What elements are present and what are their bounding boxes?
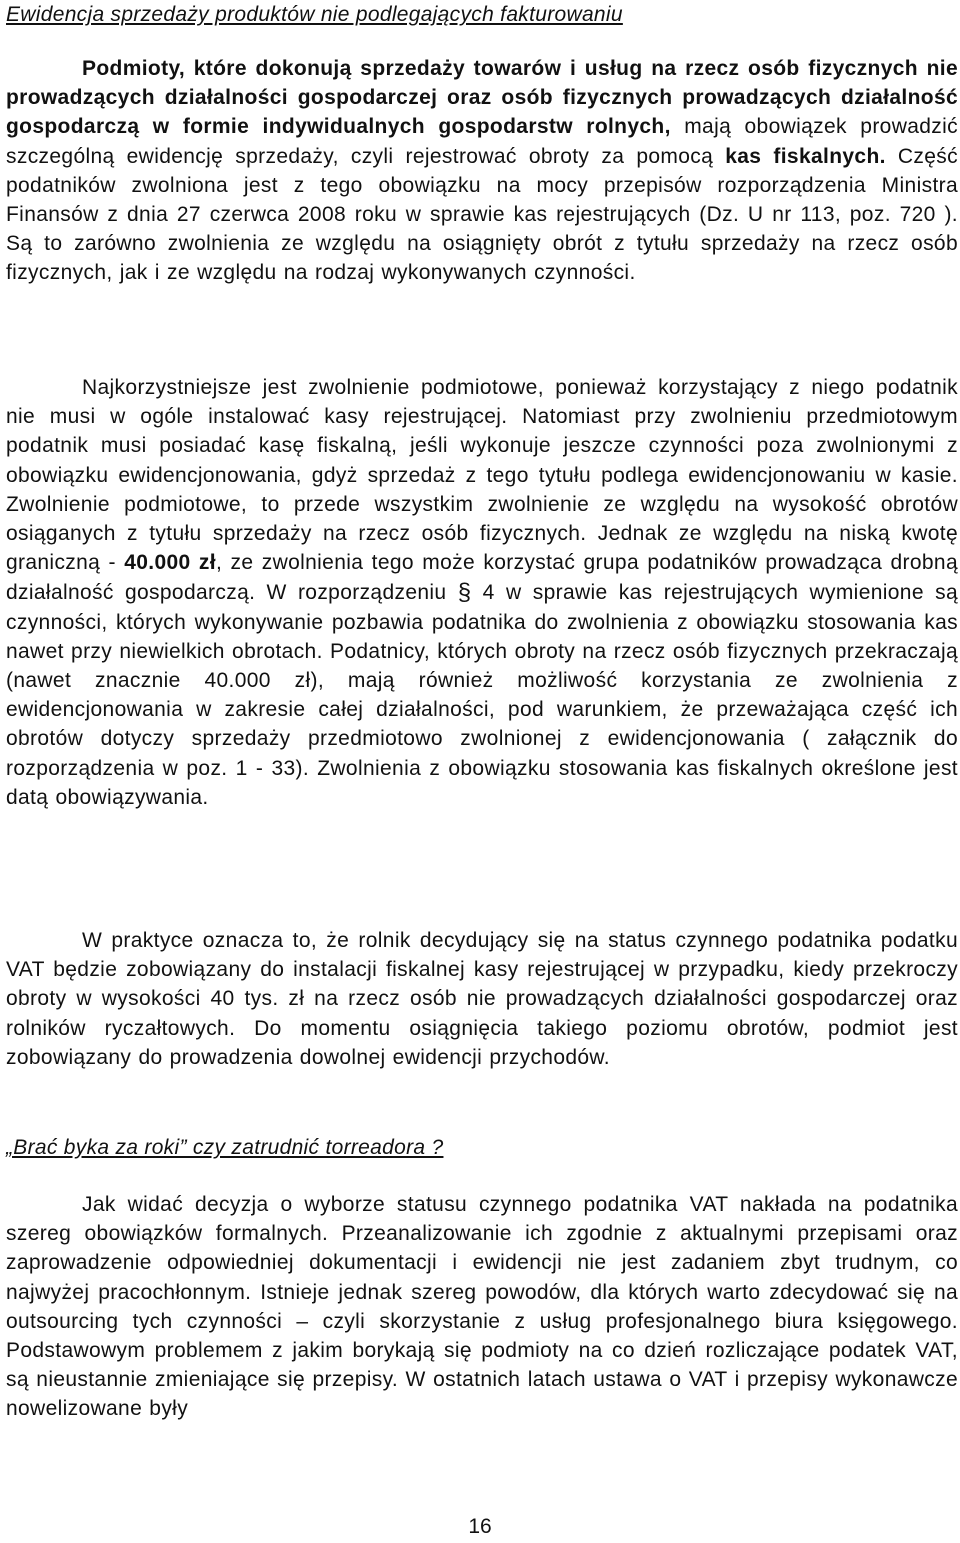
paragraph-2-part-c: 4 w sprawie kas rejestrujących wymienione są czynności, których wykonywanie pozbawia podatnika do zwolnienia z obowiązku stosowania kas nawet przy niewielkich obrotach. Podatnicy, których obroty na rzecz osób fizycznych przekraczają (nawet znacznie 40.000 zł), mają również możliwość korzystania ze zwolnienia z ewidencjonowania w zakresie całej działalności, pod warunkiem, że przeważająca część ich obrotów dotyczy sprzedaży przedmiotowo zwolnionej z ewidencjonowania ( załącznik do rozporządzenia w poz. 1 - 33). Zwolnienia z obowiązku stosowania kas fiskalnych określone jest datą obowiązywania. xyxy=(6,581,958,809)
section-sign: § xyxy=(457,579,472,607)
paragraph-1-bold-start: Podmioty, które dokonują sprzedaży towarów i usług na rzecz osób fizycznych nie prowadzących działalności gospodarczej oraz osób fizycznych prowadzących działalność gospodarczą w formie indywidualnych gospodarstw rolnych, xyxy=(6,57,958,139)
document-page xyxy=(6,0,958,1421)
paragraph-1-rest: Część podatników zwolniona jest z tego obowiązku na mocy przepisów rozporządzenia Ministra Finansów z dnia 27 czerwca 2008 roku w sprawie kas rejestrujących (Dz. U nr 113, poz. 720 ). Są to zarówno zwolnienia ze względu na osiągnięty obrót z tytułu sprzedaży na rzecz osób fizycznych, jak i ze względu na rodzaj wykonywanych czynności. xyxy=(6,144,958,285)
paragraph-4 xyxy=(6,1190,958,1424)
page-number: 16 xyxy=(468,1515,492,1538)
paragraph-1-bold-end: kas fiskalnych. xyxy=(725,144,886,168)
paragraph-3 xyxy=(6,926,958,1072)
subheading: „Brać byka za roki” czy zatrudnić torreadora ? xyxy=(6,1136,444,1159)
paragraph-1-mid: mają obowiązek prowadzić szczególną ewidencję sprzedaży, czyli rejestrować obroty za pomocą xyxy=(6,115,958,168)
section-heading: Ewidencja sprzedaży produktów nie podlegających fakturowaniu xyxy=(6,3,623,26)
paragraph-3-text: W praktyce oznacza to, że rolnik decydujący się na status czynnego podatnika podatku VAT będzie zobowiązany do instalacji fiskalnej kasy rejestrującej w przypadku, kiedy przekroczy obroty w wysokości 40 tys. zł na rzecz osób nie prowadzących działalności gospodarczej oraz rolników ryczałtowych. Do momentu osiągnięcia takiego poziomu obrotów, podmiot jest zobowiązany do prowadzenia dowolnej ewidencji przychodów. xyxy=(6,929,958,1069)
paragraph-2-part-b: , ze zwolnienia tego może korzystać grupa podatników prowadząca drobną działalność gospodarczą. W rozporządzeniu xyxy=(6,551,958,605)
paragraph-2-amount: 40.000 zł xyxy=(124,551,216,575)
paragraph-4-text: Jak widać decyzja o wyborze statusu czynnego podatnika VAT nakłada na podatnika szereg obowiązków formalnych. Przeanalizowanie ich zgodnie z aktualnymi przepisami oraz zaprowadzenie odpowiedniej dokumentacji i ewidencji nie jest zadaniem zbyt trudnym, co najwyżej pracochłonnym. Istnieje jednak szereg powodów, dla których warto zdecydować się na outsourcing tych czynności – czyli skorzystanie z usług profesjonalnego biura księgowego. Podstawowym problemem z jakim borykają się podmioty na co dzień rozliczające podatek VAT, są nieustannie zmieniające się przepisy. W ostatnich latach ustawa o VAT i przepisy wykonawcze nowelizowane były xyxy=(6,1193,958,1421)
paragraph-2-part-a: Najkorzystniejsze jest zwolnienie podmiotowe, ponieważ korzystający z niego podatnik nie musi w ogóle instalować kasy rejestrującej. Natomiast przy zwolnieniu przedmiotowym podatnik musi posiadać kasę fiskalną, jeśli wykonuje jeszcze czynności poza zwolnionymi z obowiązku ewidencjonowania, gdyż sprzedaż z tego tytułu podlega ewidencjonowaniu w kasie. Zwolnienie podmiotowe, to przede wszystkim zwolnienie ze względu na wysokość obrotów osiąganych z tytułu sprzedaży na rzecz osób fizycznych. Jednak ze względu na niską kwotę graniczną - xyxy=(6,376,958,575)
paragraph-2 xyxy=(6,373,958,812)
paragraph-1 xyxy=(6,54,958,288)
